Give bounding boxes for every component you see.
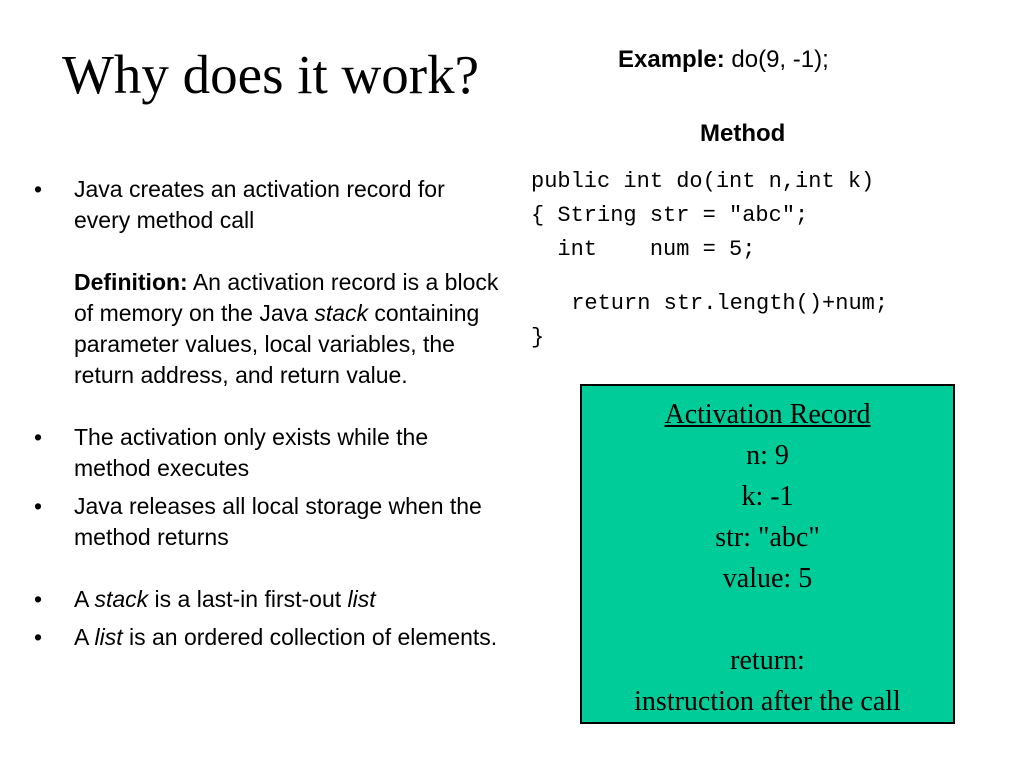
example-line <box>618 44 829 76</box>
list-term: list <box>94 624 123 650</box>
bullet-text: is an ordered collection of elements. <box>128 624 498 650</box>
bullet-text: The activation only exists while the method executes <box>74 424 429 481</box>
slide-title: Why does it work? <box>62 44 479 105</box>
code-line-int-decl: int num = 5; <box>531 237 756 262</box>
bullet-activation-record <box>30 174 500 391</box>
definition-text: An activation record is a block of memory on the Java <box>74 269 499 326</box>
activation-record-return-text: instruction after the call <box>634 686 901 717</box>
bullet-prefix: A <box>74 586 89 612</box>
code-line-close-brace: } <box>531 325 545 350</box>
bullet-activation-lifetime <box>30 422 500 484</box>
bullet-text: Java releases all local storage when the method returns <box>74 493 482 550</box>
activation-record-heading: Activation Record <box>664 399 871 430</box>
activation-record-box <box>580 384 955 724</box>
method-heading: Method <box>700 120 786 147</box>
bullet-text: Java creates an activation record for every method call <box>74 176 445 233</box>
definition-text-rest: containing parameter values, local variables, the return address, and return value. <box>74 300 480 388</box>
list-term: list <box>347 586 376 612</box>
example-call: do(9, -1); <box>731 46 829 73</box>
activation-record-spacer <box>582 599 953 640</box>
bullet-list-definition <box>30 622 500 653</box>
definition-label: Definition: <box>74 269 188 295</box>
activation-record-value: value: 5 <box>722 563 813 594</box>
bullet-text: is a last-in first-out <box>154 586 342 612</box>
bullet-stack-definition <box>30 584 500 615</box>
code-line-return: return str.length()+num; <box>558 291 889 316</box>
definition-stack-term: stack <box>314 300 369 326</box>
activation-record-str: str: "abc" <box>715 522 820 553</box>
bullet-prefix: A <box>74 624 89 650</box>
code-line-string-decl: { String str = "abc"; <box>531 203 809 228</box>
definition-paragraph <box>74 267 500 391</box>
activation-record-n: n: 9 <box>746 440 789 471</box>
bullet-list <box>30 174 500 653</box>
stack-term: stack <box>94 586 149 612</box>
activation-record-k: k: -1 <box>741 481 794 512</box>
code-line-signature: public int do(int n,int k) <box>531 169 875 194</box>
activation-record-return-label: return: <box>730 645 805 676</box>
example-label: Example: <box>618 46 725 73</box>
bullet-releases-storage <box>30 491 500 553</box>
